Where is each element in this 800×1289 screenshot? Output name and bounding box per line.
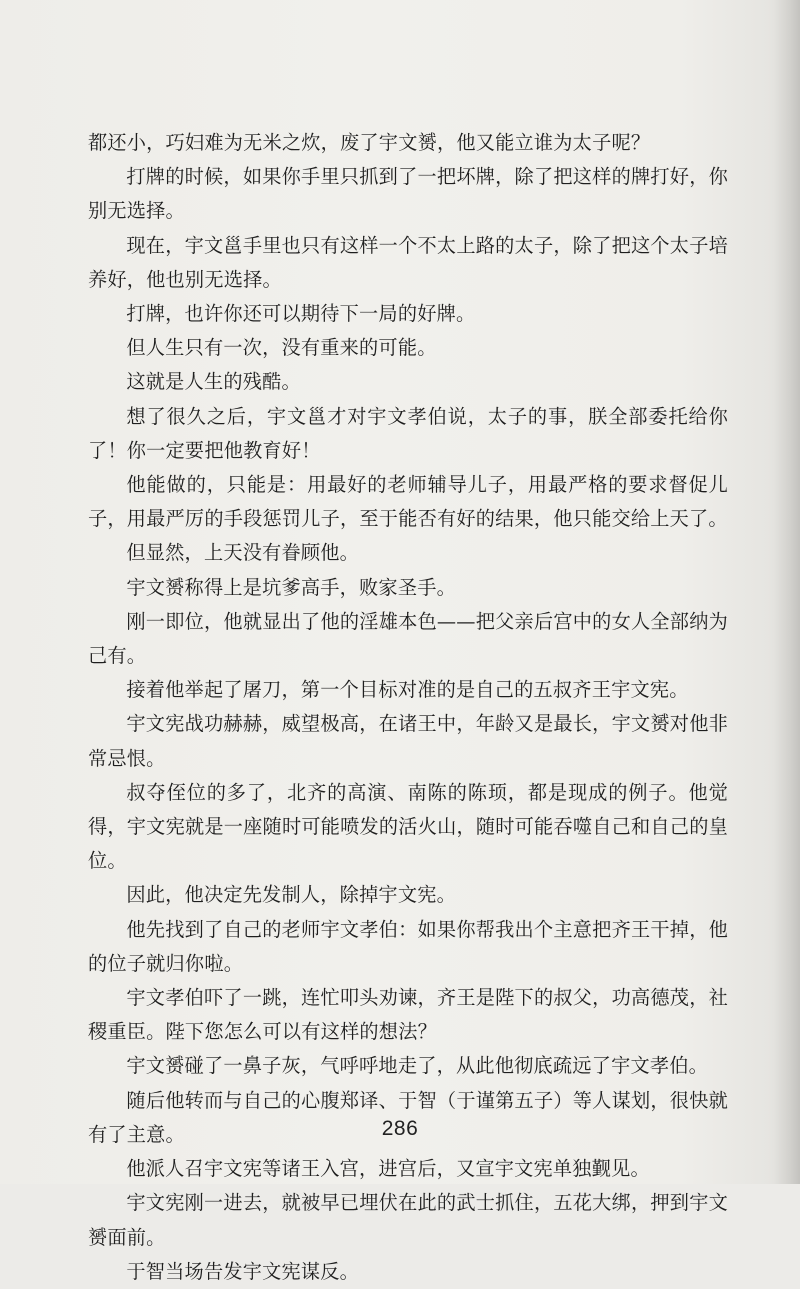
paragraph: 这就是人生的残酷。 (126, 370, 301, 394)
paragraph: 随后他转而与自己的心腹郑译、于智（于谨第五子）等人谋划，很快就有了主意。 (88, 1088, 728, 1146)
paragraph: 打牌的时候，如果你手里只抓到了一把坏牌，除了把这样的牌打好，你别无选择。 (88, 165, 728, 223)
spine-shadow (774, 0, 800, 1184)
page-number: 286 (381, 1117, 419, 1140)
paragraph: 宇文孝伯吓了一跳，连忙叩头劝谏，齐王是陛下的叔父，功高德茂，社稷重臣。陛下您怎么可以有这样的想法？ (88, 986, 728, 1044)
body-text (88, 126, 728, 1289)
paragraph: 因此，他决定先发制人，除掉宇文宪。 (126, 883, 456, 907)
paragraph: 都还小，巧妇难为无米之炊，废了宇文赟，他又能立谁为太子呢？ (88, 131, 651, 154)
paragraph: 他派人召宇文宪等诸王入宫，进宫后，又宣宇文宪单独觐见。 (126, 1157, 650, 1181)
paragraph: 但显然，上天没有眷顾他。 (126, 541, 360, 565)
paragraph: 现在，宇文邕手里也只有这样一个不太上路的太子，除了把这个太子培养好，他也别无选择。 (88, 233, 728, 291)
paragraph: 刚一即位，他就显出了他的淫雄本色——把父亲后宫中的女人全部纳为己有。 (88, 609, 728, 668)
paragraph: 宇文赟称得上是坑爹高手，败家圣手。 (126, 575, 456, 599)
paragraph: 他能做的，只能是：用最好的老师辅导儿子，用最严格的要求督促儿子，用最严厉的手段惩罚儿子，至于能否有好的结果，他只能交给上天了。 (88, 473, 728, 531)
paragraph: 宇文宪战功赫赫，威望极高，在诸王中，年龄又是最长，宇文赟对他非常忌恨。 (88, 712, 728, 770)
paragraph: 叔夺侄位的多了，北齐的高演、南陈的陈顼，都是现成的例子。他觉得，宇文宪就是一座随时可能喷发的活火山，随时可能吞噬自己和自己的皇位。 (88, 780, 728, 873)
paragraph: 他先找到了自己的老师宇文孝伯：如果你帮我出个主意把齐王干掉，他的位子就归你啦。 (88, 917, 728, 975)
paragraph: 但人生只有一次，没有重来的可能。 (126, 336, 437, 360)
paragraph: 打牌，也许你还可以期待下一局的好牌。 (126, 302, 476, 326)
paragraph: 想了很久之后，宇文邕才对宇文孝伯说，太子的事，朕全部委托给你了！你一定要把他教育好！ (88, 404, 728, 462)
paragraph: 宇文宪刚一进去，就被早已埋伏在此的武士抓住，五花大绑，押到宇文赟面前。 (88, 1191, 728, 1249)
paragraph: 于智当场告发宇文宪谋反。 (126, 1259, 360, 1283)
paragraph: 宇文赟碰了一鼻子灰，气呼呼地走了，从此他彻底疏远了宇文孝伯。 (126, 1054, 709, 1078)
paragraph: 接着他举起了屠刀，第一个目标对准的是自己的五叔齐王宇文宪。 (126, 678, 689, 702)
